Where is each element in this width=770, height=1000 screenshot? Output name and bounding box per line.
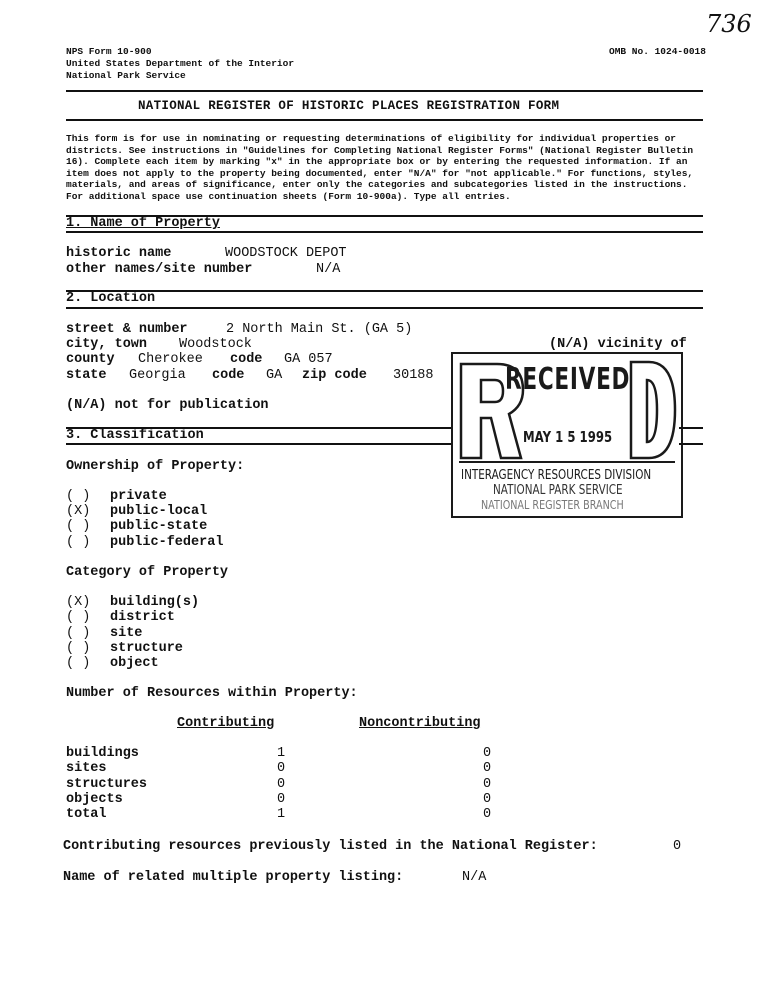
resource-noncontributing: 0: [483, 777, 492, 792]
county-code-label: code: [230, 352, 263, 367]
instructions: This form is for use in nominating or requesting determinations of eligibility for individual properties or districts. See instructions in "Guidelines for Completing National Register Forms" (National Register Bulletin 16). Complete each item by marking "x" in the appropriate box or by entering the requested information. If an item does not apply to the property being documented, enter "N/A" for "not applicable." For functions, styles, materials, and areas of significance, enter only the categories and subcategories listed in the instructions. For additional space use continuation sheets (Form 10-900a). Type all entries.: [66, 133, 694, 202]
category-option: object: [110, 656, 159, 671]
category-option: site: [110, 626, 143, 641]
other-names-label: other names/site number: [66, 262, 253, 277]
title-rule-bottom: [66, 119, 703, 121]
noncontributing-header: Noncontributing: [359, 716, 481, 731]
ownership-option: public-state: [110, 519, 208, 534]
section2-rule-bottom: [66, 307, 703, 309]
ownership-option: public-federal: [110, 535, 224, 550]
section3-rule-bottom-right: [679, 443, 703, 445]
category-mark: (X): [66, 595, 91, 610]
resource-row-label: objects: [66, 792, 123, 807]
county-code-value: GA 057: [284, 352, 333, 367]
state-code-label: code: [212, 368, 245, 383]
ownership-mark: ( ): [66, 535, 91, 550]
ownership-mark: (X): [66, 504, 91, 519]
state-value: Georgia: [129, 368, 186, 383]
resource-row-label: total: [66, 807, 107, 822]
city-label: city, town: [66, 337, 148, 352]
stamp-line2: NATIONAL PARK SERVICE: [493, 483, 623, 498]
resource-row-label: structures: [66, 777, 148, 792]
category-option: district: [110, 610, 175, 625]
category-mark: ( ): [66, 610, 91, 625]
form-number: NPS Form 10-900: [66, 46, 152, 57]
category-label: Category of Property: [66, 565, 229, 580]
previously-listed-label: Contributing resources previously listed in the National Register:: [63, 839, 598, 854]
resource-contributing: 1: [277, 746, 286, 761]
stamp-line3: NATIONAL REGISTER BRANCH: [481, 498, 624, 512]
ownership-mark: ( ): [66, 489, 91, 504]
service: National Park Service: [66, 70, 186, 81]
category-mark: ( ): [66, 641, 91, 656]
stamp-received: RECEIVED: [505, 362, 631, 397]
zip-label: zip code: [302, 368, 367, 383]
historic-name-label: historic name: [66, 246, 172, 261]
resource-noncontributing: 0: [483, 746, 492, 761]
ownership-label: Ownership of Property:: [66, 459, 245, 474]
historic-name-value: WOODSTOCK DEPOT: [225, 246, 347, 261]
county-value: Cherokee: [138, 352, 203, 367]
contributing-header: Contributing: [177, 716, 275, 731]
street-label: street & number: [66, 322, 188, 337]
resource-contributing: 0: [277, 761, 286, 776]
state-code-value: GA: [266, 368, 283, 383]
omb-number: OMB No. 1024-0018: [609, 46, 706, 57]
section3-rule-top-right: [679, 427, 703, 429]
form-title: NATIONAL REGISTER OF HISTORIC PLACES REGISTRATION FORM: [138, 99, 560, 113]
section3-rule-bottom: [66, 443, 451, 445]
category-mark: ( ): [66, 656, 91, 671]
resource-noncontributing: 0: [483, 792, 492, 807]
vicinity: (N/A) vicinity of: [549, 337, 687, 352]
handwritten-number: 736: [706, 10, 752, 38]
street-value: 2 North Main St. (GA 5): [226, 322, 413, 337]
ownership-option: public-local: [110, 504, 208, 519]
section3-heading: 3. Classification: [66, 428, 204, 443]
category-option: building(s): [110, 595, 200, 610]
previously-listed-value: 0: [673, 839, 682, 854]
state-label: state: [66, 368, 107, 383]
category-mark: ( ): [66, 626, 91, 641]
section1-heading: 1. Name of Property: [66, 216, 220, 231]
category-option: structure: [110, 641, 183, 656]
not-for-publication: (N/A) not for publication: [66, 398, 269, 413]
ownership-option: private: [110, 489, 167, 504]
resource-row-label: buildings: [66, 746, 139, 761]
ownership-mark: ( ): [66, 519, 91, 534]
title-rule-top: [66, 90, 703, 92]
resource-row-label: sites: [66, 761, 107, 776]
received-stamp: [451, 352, 683, 518]
city-value: Woodstock: [179, 337, 252, 352]
section1-rule-bottom: [66, 231, 703, 233]
section2-rule-top: [66, 290, 703, 292]
resource-contributing: 0: [277, 792, 286, 807]
resource-noncontributing: 0: [483, 761, 492, 776]
resource-contributing: 0: [277, 777, 286, 792]
multiple-listing-value: N/A: [462, 870, 487, 885]
resource-contributing: 1: [277, 807, 286, 822]
department: United States Department of the Interior: [66, 58, 295, 69]
resources-label: Number of Resources within Property:: [66, 686, 358, 701]
county-label: county: [66, 352, 115, 367]
other-names-value: N/A: [316, 262, 341, 277]
multiple-listing-label: Name of related multiple property listing:: [63, 870, 404, 885]
resource-noncontributing: 0: [483, 807, 492, 822]
zip-value: 30188: [393, 368, 434, 383]
stamp-date: MAY 1 5 1995: [523, 428, 613, 446]
stamp-line1: INTERAGENCY RESOURCES DIVISION: [461, 468, 652, 483]
section2-heading: 2. Location: [66, 291, 156, 306]
